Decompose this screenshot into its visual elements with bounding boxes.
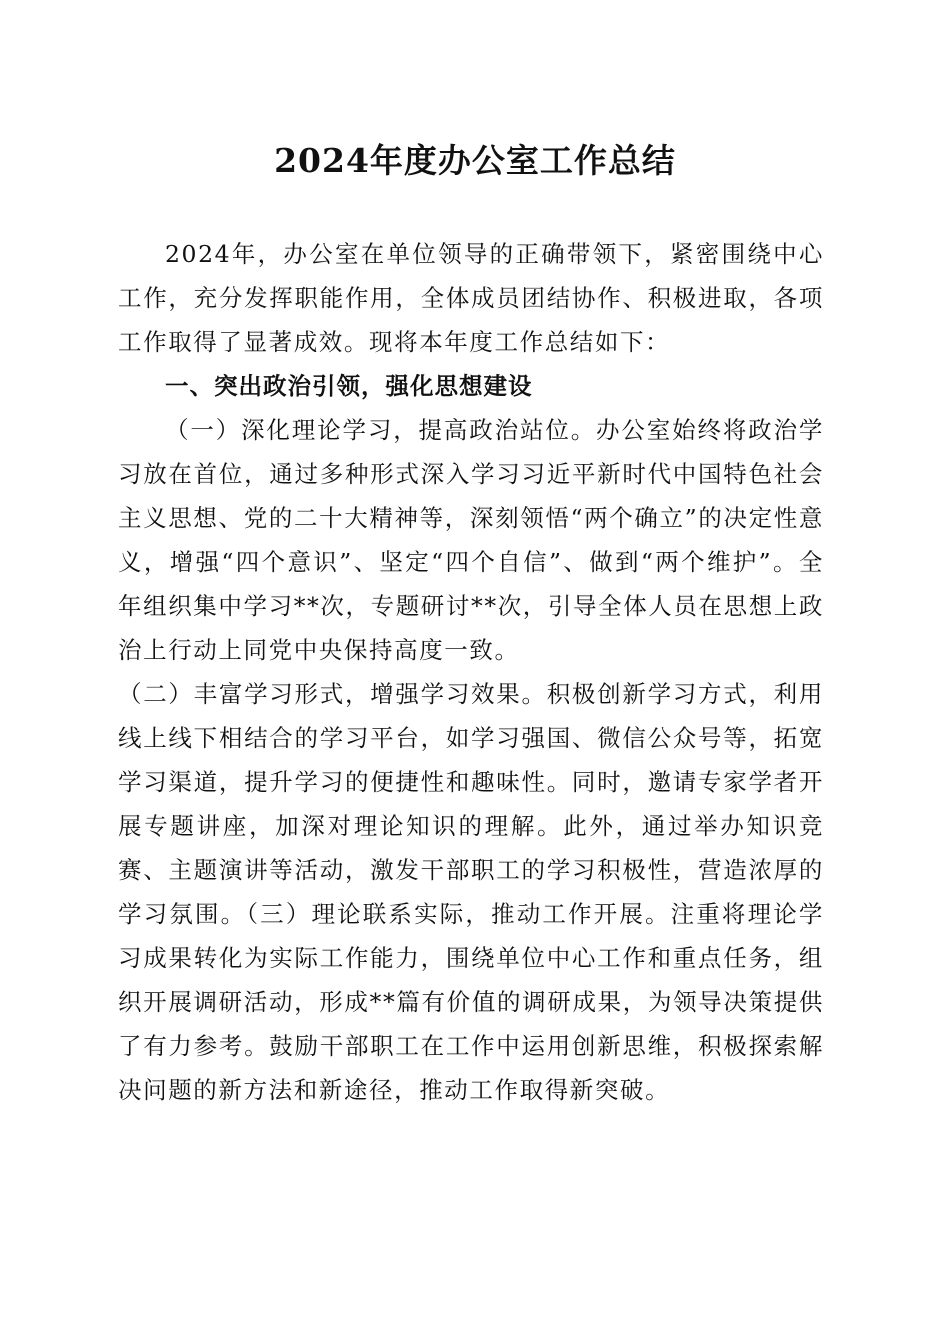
document-title: 2024年度办公室工作总结: [274, 141, 676, 180]
section-paragraph-2: （二）丰富学习形式，增强学习效果。积极创新学习方式，利用线上线下相结合的学习平台，如学习强国、微信公众号等，拓宽学习渠道，提升学习的便捷性和趣味性。同时，邀请专家学者开展专题讲座，加深对理论知识的理解。此外，通过举办知识竞赛、主题演讲等活动，激发干部职工的学习积极性，营造浓厚的学习氛围。（三）理论联系实际，推动工作开展。注重将理论学习成果转化为实际工作能力，围绕单位中心工作和重点任务，组织开展调研活动，形成**篇有价值的调研成果，为领导决策提供了有力参考。鼓励干部职工在工作中运用创新思维，积极探索解决问题的新方法和新途径，推动工作取得新突破。: [118, 680, 824, 1104]
section-paragraph-1: （一）深化理论学习，提高政治站位。办公室始终将政治学习放在首位，通过多种形式深入学习习近平新时代中国特色社会主义思想、党的二十大精神等，深刻领悟“两个确立”的决定性意义，增强“四个意识”、坚定“四个自信”、做到“两个维护”。全年组织集中学习**次，专题研讨**次，引导全体人员在思想上政治上行动上同党中央保持高度一致。: [118, 416, 824, 664]
intro-paragraph: 2024年，办公室在单位领导的正确带领下，紧密围绕中心工作，充分发挥职能作用，全体成员团结协作、积极进取，各项工作取得了显著成效。现将本年度工作总结如下：: [118, 240, 824, 356]
section-heading: 一、突出政治引领，强化思想建设: [165, 372, 533, 400]
document-body: [118, 232, 824, 1112]
